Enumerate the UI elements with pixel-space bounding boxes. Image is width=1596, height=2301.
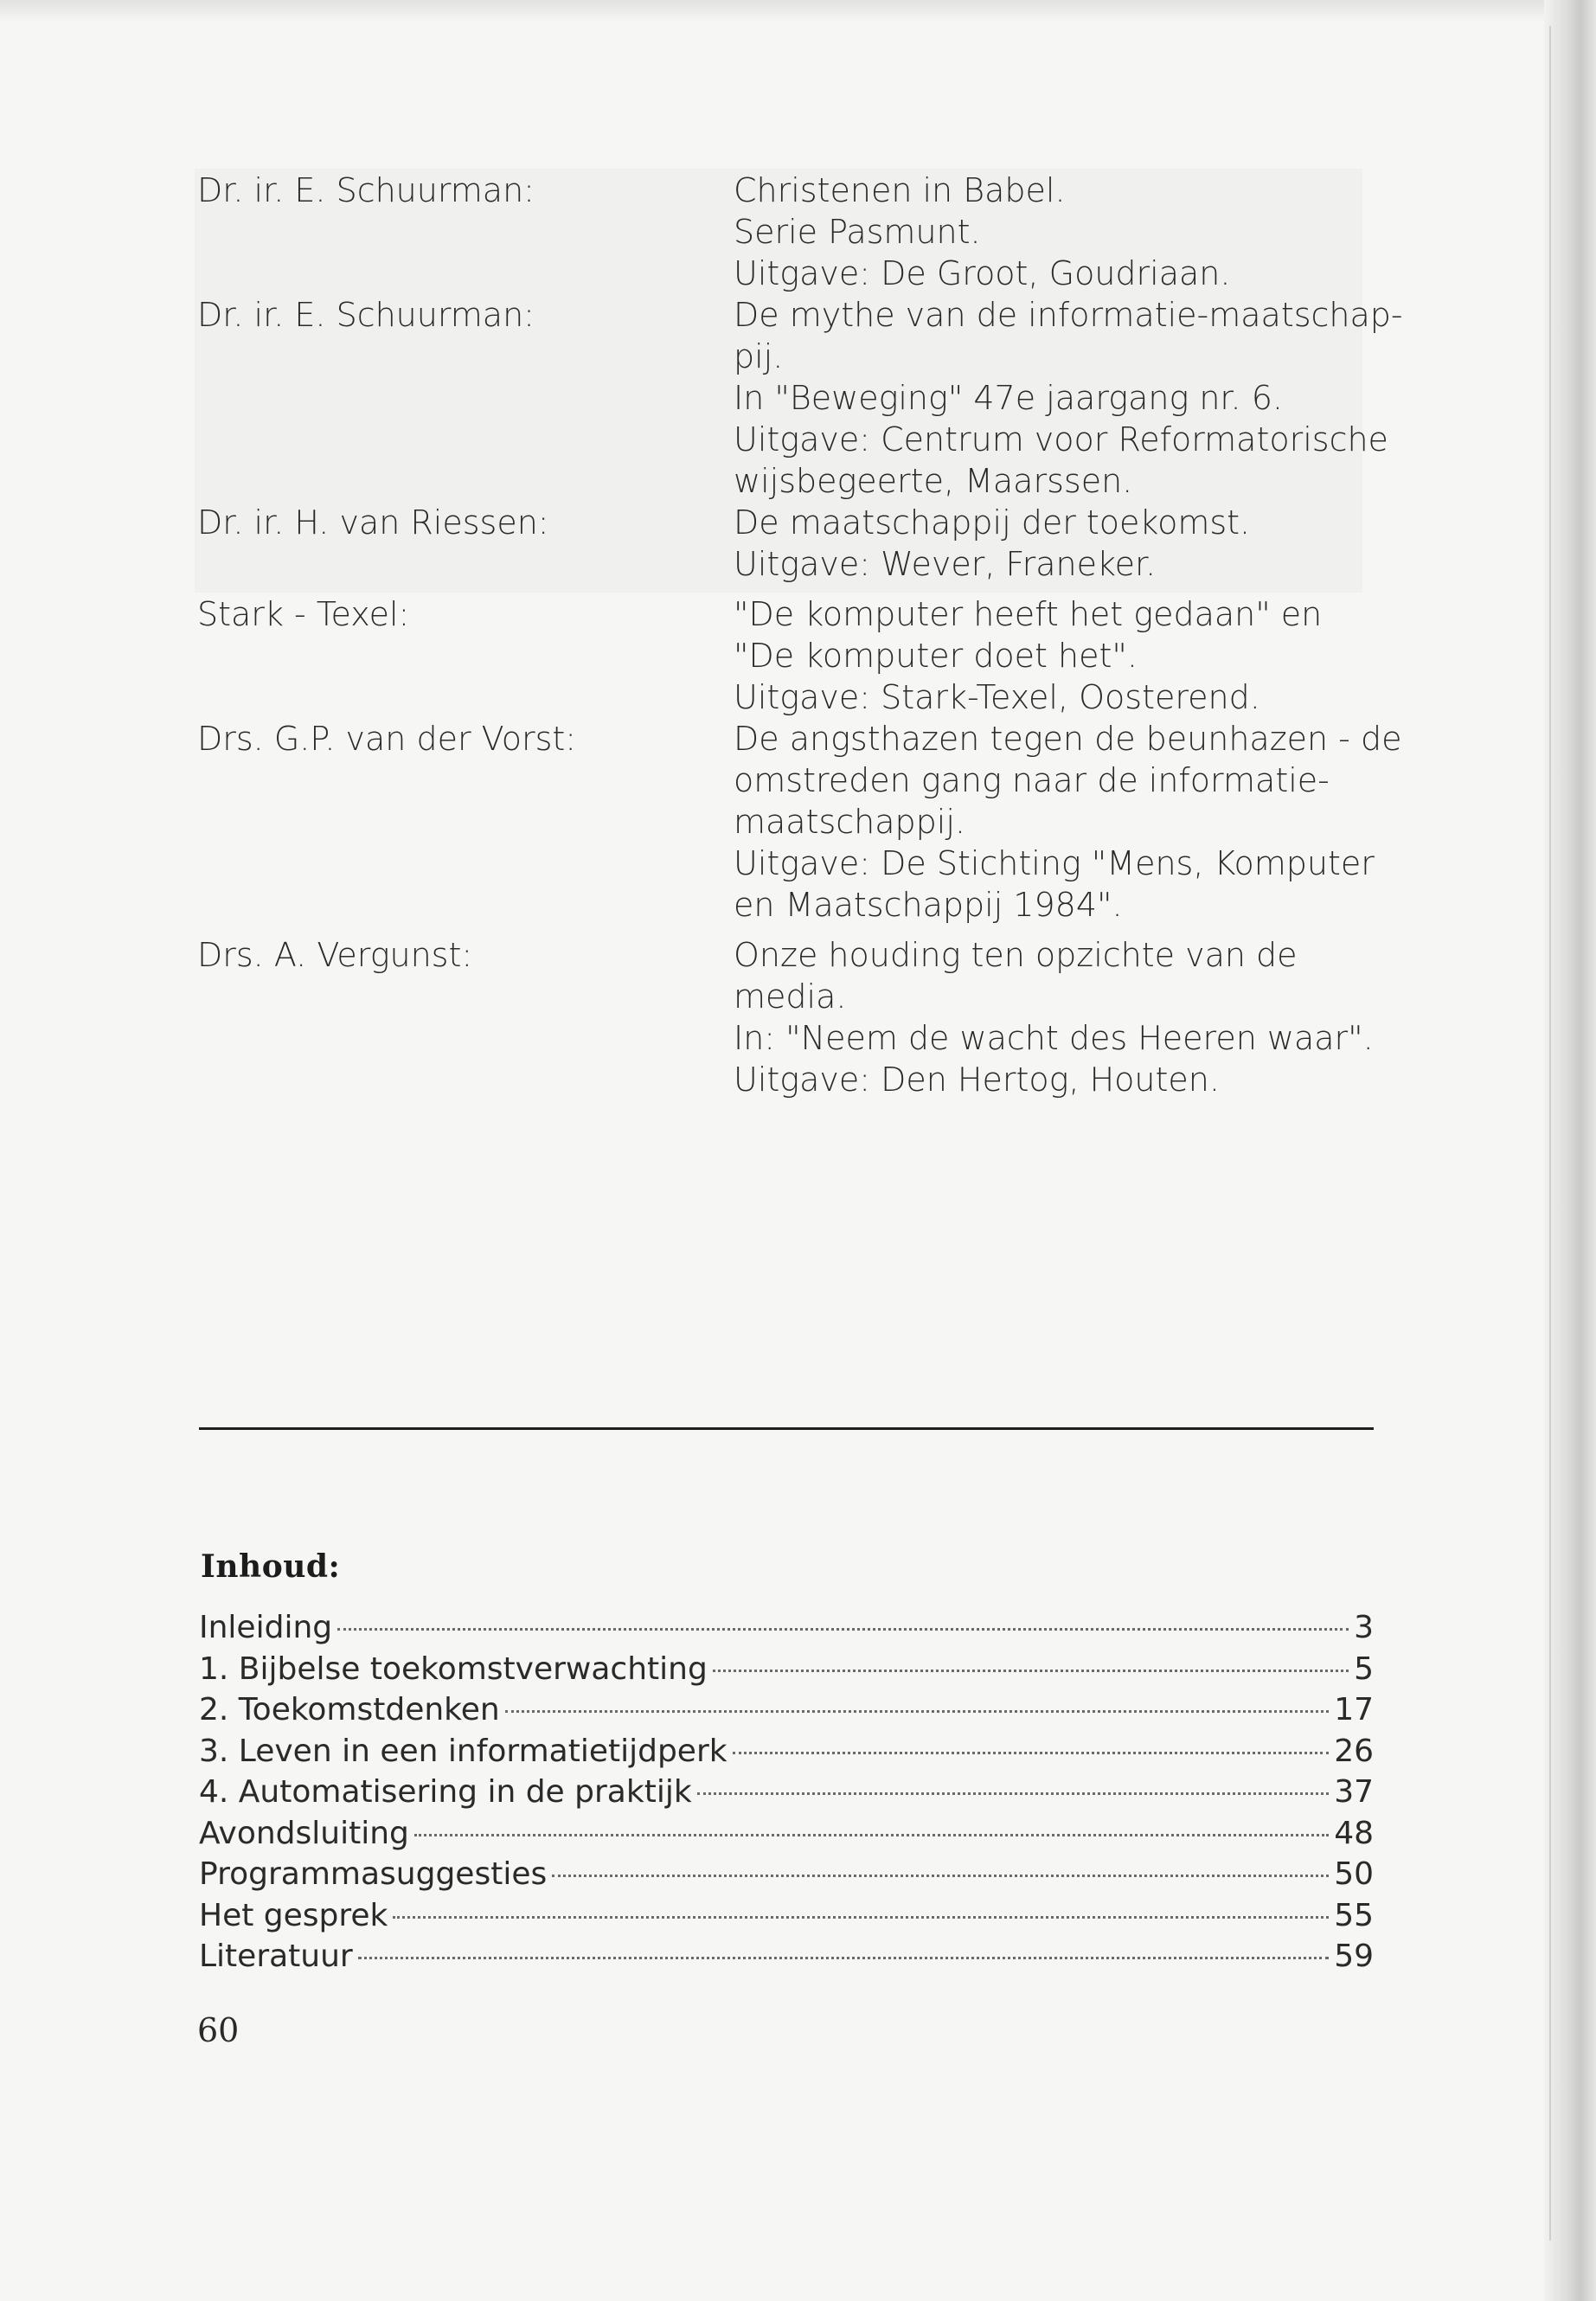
table-of-contents: [199, 1607, 1374, 1977]
reference-entry: [197, 718, 1402, 926]
reference-list: [197, 170, 1403, 1100]
reference-line: "De komputer doet het".: [734, 637, 1138, 675]
toc-entry-page: 48: [1334, 1815, 1374, 1851]
toc-entry-title: Avondsluiting: [199, 1815, 409, 1851]
reference-details: [734, 593, 1374, 718]
reference-entry: [197, 502, 1374, 585]
reference-line: Uitgave: De Groot, Goudriaan.: [734, 254, 1231, 292]
toc-entry[interactable]: [199, 1772, 1374, 1813]
toc-entry[interactable]: [199, 1649, 1374, 1690]
reference-line: en Maatschappij 1984".: [734, 886, 1123, 924]
toc-dot-leader: [505, 1710, 1329, 1713]
toc-dot-leader: [414, 1834, 1329, 1836]
toc-dot-leader: [337, 1628, 1349, 1631]
toc-entry-title: 4. Automatisering in de praktijk: [199, 1774, 692, 1810]
reference-line: omstreden gang naar de informatie-: [734, 761, 1330, 799]
toc-entry-title: 3. Leven in een informatietijdperk: [199, 1733, 727, 1769]
reference-line: maatschappij.: [734, 803, 965, 841]
toc-entry[interactable]: [199, 1936, 1374, 1977]
toc-dot-leader: [713, 1670, 1349, 1672]
reference-line: "De komputer heeft het gedaan" en: [734, 595, 1323, 633]
reference-line: De maatschappij der toekomst.: [734, 503, 1251, 542]
reference-line: Serie Pasmunt.: [734, 213, 981, 251]
toc-dot-leader: [697, 1792, 1330, 1795]
reference-author: Dr. ir. H. van Riessen:: [197, 503, 549, 542]
toc-entry[interactable]: [199, 1895, 1374, 1937]
reference-line: In "Beweging" 47e jaargang nr. 6.: [734, 379, 1283, 417]
toc-dot-leader: [358, 1957, 1329, 1959]
toc-entry[interactable]: [199, 1731, 1374, 1772]
reference-line: Uitgave: Wever, Franeker.: [734, 545, 1157, 583]
toc-entry-page: 3: [1354, 1610, 1374, 1645]
toc-dot-leader: [552, 1875, 1329, 1877]
reference-line: Uitgave: Den Hertog, Houten.: [734, 1061, 1220, 1099]
scan-top-shadow: [0, 0, 1596, 22]
reference-line: Onze houding ten opzichte van de: [734, 936, 1298, 974]
toc-entry-title: Programmasuggesties: [199, 1856, 548, 1892]
reference-line: Christenen in Babel.: [734, 171, 1066, 209]
reference-details: [734, 718, 1401, 926]
page-number: 60: [197, 2011, 240, 2049]
book-gutter-line: [1549, 26, 1551, 2240]
reference-line: Uitgave: De Stichting "Mens, Komputer: [734, 844, 1375, 882]
section-divider: [199, 1427, 1374, 1430]
toc-entry[interactable]: [199, 1854, 1374, 1895]
reference-author: Dr. ir. E. Schuurman:: [197, 171, 535, 209]
toc-entry-title: 2. Toekomstdenken: [199, 1692, 500, 1727]
reference-author: Drs. A. Vergunst:: [197, 936, 473, 974]
reference-line: media.: [734, 977, 847, 1016]
reference-author: Stark - Texel:: [197, 595, 410, 633]
reference-line: De mythe van de informatie-maatschap-: [734, 296, 1403, 334]
book-spine-shadow: [1544, 0, 1596, 2301]
reference-entry: [197, 934, 1374, 1100]
toc-dot-leader: [393, 1916, 1329, 1919]
reference-line: Uitgave: Centrum voor Reformatorische: [734, 420, 1388, 458]
reference-details: [734, 934, 1374, 1100]
reference-author: Dr. ir. E. Schuurman:: [197, 296, 535, 334]
reference-line: pij.: [734, 337, 784, 375]
reference-line: wijsbegeerte, Maarssen.: [734, 462, 1133, 500]
toc-entry-page: 17: [1334, 1692, 1374, 1727]
toc-heading: Inhoud:: [201, 1548, 341, 1585]
reference-details: [734, 170, 1374, 294]
reference-entry: [197, 294, 1403, 502]
reference-line: De angsthazen tegen de beunhazen - de: [734, 720, 1402, 758]
toc-entry-page: 55: [1334, 1897, 1374, 1933]
reference-author: Drs. G.P. van der Vorst:: [197, 720, 577, 758]
reference-line: Uitgave: Stark-Texel, Oosterend.: [734, 678, 1260, 716]
toc-entry-page: 50: [1334, 1856, 1374, 1892]
toc-entry-title: Literatuur: [199, 1939, 353, 1974]
toc-entry-page: 59: [1334, 1939, 1374, 1974]
toc-dot-leader: [733, 1752, 1330, 1754]
reference-entry: [197, 593, 1374, 718]
reference-details: [734, 294, 1403, 502]
toc-entry-title: 1. Bijbelse toekomstverwachting: [199, 1650, 708, 1687]
toc-entry-title: Het gesprek: [199, 1897, 388, 1933]
toc-entry[interactable]: [199, 1689, 1374, 1731]
reference-entry: [197, 170, 1374, 294]
toc-entry[interactable]: [199, 1607, 1374, 1649]
toc-entry-page: 26: [1334, 1733, 1374, 1769]
toc-entry-page: 37: [1334, 1774, 1374, 1810]
reference-details: [734, 502, 1374, 585]
reference-line: In: "Neem de wacht des Heeren waar".: [734, 1019, 1374, 1057]
toc-entry[interactable]: [199, 1813, 1374, 1855]
toc-entry-page: 5: [1354, 1650, 1374, 1687]
toc-entry-title: Inleiding: [199, 1610, 333, 1645]
